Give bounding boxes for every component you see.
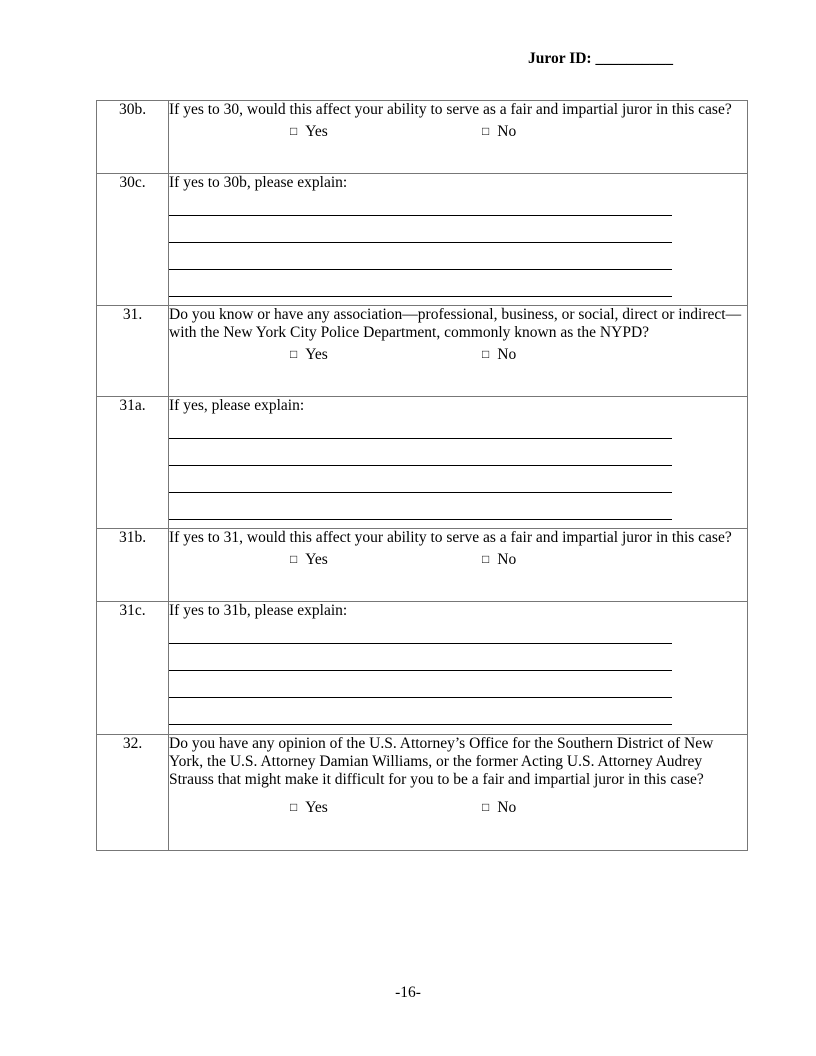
- answer-line[interactable]: [169, 216, 672, 243]
- checkbox-icon[interactable]: □: [290, 552, 298, 566]
- question-text: If yes to 30, would this affect your ability to serve as a fair and impartial juror in this case?: [169, 101, 732, 118]
- question-number: 31b.: [97, 529, 169, 602]
- no-label: No: [497, 799, 517, 816]
- answer-line[interactable]: [169, 192, 672, 216]
- answer-line[interactable]: [169, 620, 672, 644]
- answer-options: [169, 342, 747, 364]
- no-option[interactable]: [482, 346, 516, 364]
- yes-option[interactable]: [290, 123, 328, 141]
- yes-option[interactable]: [290, 346, 328, 364]
- no-option[interactable]: [482, 551, 516, 569]
- answer-options: [169, 789, 747, 819]
- answer-line[interactable]: [169, 466, 672, 493]
- checkbox-icon[interactable]: □: [290, 800, 298, 814]
- answer-options: [169, 119, 747, 141]
- no-label: No: [497, 551, 517, 568]
- checkbox-icon[interactable]: □: [482, 347, 490, 361]
- question-number: 30b.: [97, 101, 169, 174]
- answer-line[interactable]: [169, 439, 672, 466]
- question-row: [97, 529, 748, 602]
- question-text: If yes to 30b, please explain:: [169, 174, 348, 191]
- answer-line[interactable]: [169, 493, 672, 520]
- question-number: 31a.: [97, 397, 169, 529]
- question-text: If yes to 31, would this affect your ability to serve as a fair and impartial juror in this case?: [169, 529, 732, 546]
- yes-option[interactable]: [290, 551, 328, 569]
- question-row: [97, 735, 748, 851]
- yes-label: Yes: [305, 346, 328, 363]
- question-number: 30c.: [97, 174, 169, 306]
- question-text: If yes, please explain:: [169, 397, 305, 414]
- answer-line[interactable]: [169, 671, 672, 698]
- yes-label: Yes: [305, 551, 328, 568]
- answer-options: [169, 547, 747, 569]
- checkbox-icon[interactable]: □: [290, 347, 298, 361]
- question-text: Do you have any opinion of the U.S. Attorney’s Office for the Southern District of New York, the U.S. Attorney Damian Williams, or the former Acting U.S. Attorney Audrey Strauss that might make it difficult for you to be a fair and impartial juror in this case?: [169, 735, 714, 788]
- checkbox-icon[interactable]: □: [482, 800, 490, 814]
- checkbox-icon[interactable]: □: [482, 552, 490, 566]
- no-label: No: [497, 346, 517, 363]
- answer-lines: [169, 620, 747, 731]
- questionnaire-table: [96, 100, 748, 851]
- question-number: 31.: [97, 306, 169, 397]
- answer-line[interactable]: [169, 644, 672, 671]
- answer-line[interactable]: [169, 270, 672, 297]
- no-option[interactable]: [482, 123, 516, 141]
- yes-option[interactable]: [290, 799, 328, 817]
- page-number: -16-: [395, 984, 421, 1001]
- juror-id-field[interactable]: Juror ID: __________: [528, 50, 673, 67]
- question-row: [97, 101, 748, 174]
- question-number: 32.: [97, 735, 169, 851]
- yes-label: Yes: [305, 799, 328, 816]
- no-label: No: [497, 123, 517, 140]
- question-row: [97, 397, 748, 529]
- checkbox-icon[interactable]: □: [290, 124, 298, 138]
- question-row: [97, 174, 748, 306]
- question-text: Do you know or have any association—professional, business, or social, direct or indirect—with the New York City Police Department, commonly known as the NYPD?: [169, 306, 742, 341]
- checkbox-icon[interactable]: □: [482, 124, 490, 138]
- answer-line[interactable]: [169, 415, 672, 439]
- question-row: [97, 306, 748, 397]
- answer-lines: [169, 415, 747, 526]
- answer-lines: [169, 192, 747, 303]
- yes-label: Yes: [305, 123, 328, 140]
- answer-line[interactable]: [169, 698, 672, 725]
- question-number: 31c.: [97, 602, 169, 735]
- question-text: If yes to 31b, please explain:: [169, 602, 348, 619]
- no-option[interactable]: [482, 799, 516, 817]
- answer-line[interactable]: [169, 243, 672, 270]
- question-row: [97, 602, 748, 735]
